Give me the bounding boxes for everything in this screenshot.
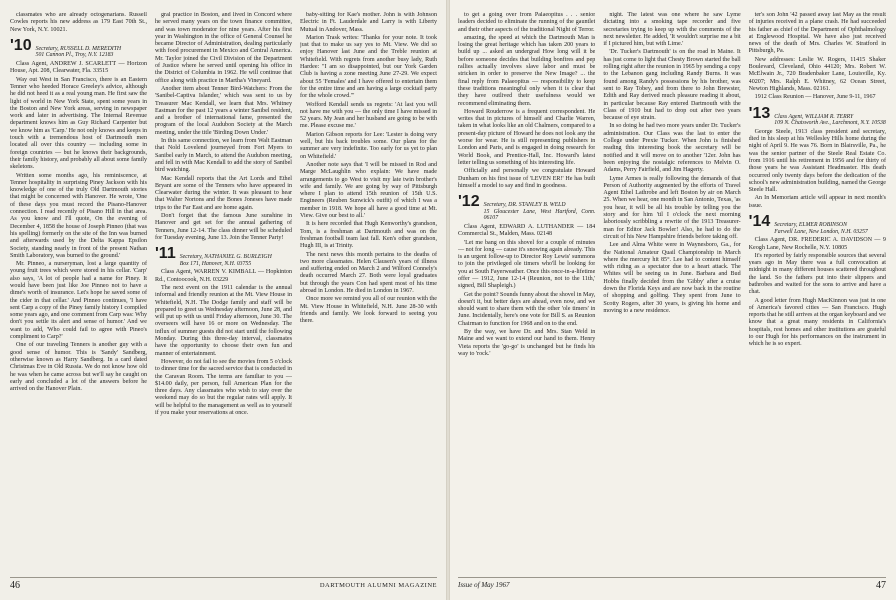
left-footer	[10, 577, 437, 592]
paragraph: 'Dr. Tucker's Dartmouth' is on the road in Maine. It has just come to light that Chesty Brown started the ball rolling right after the reunion in 1965 by sending a copy to the Lebanon gang including Randy Burns. It was found among Randy's possessions by his brother, was sent to Ray Tobey, and from there to John Brewster, Edith and Ray derived much pleasure reading it about, in particular because Ray entered Dartmouth with the Class of 1910 but had to drop out after two years because of eye strain.	[603, 49, 741, 122]
class-secretary	[774, 114, 886, 127]
class-year: '10	[10, 36, 32, 54]
paragraph: Mac Kendall reports that the Art Lords and Ethel Bryant are some of the Tenners who have appeared in Clearwater during the winter. It was pleasant to hear that Walter Nortons and the Bones Joneses have made trips to the Far East and are home again.	[155, 175, 292, 211]
paragraph: Another item about Tenner Bird-Watchers: From the 'Sanibel-Captiva Islander,' which was sent to us by Treasurer Mac Kendall, we learn that Mrs. Whitney Eastman for the past 12 years a winter Sanibel resident, and a brother of international fame, presented the program of the local Audubon Society at the March meeting, under the title 'Birding Down Under.'	[155, 85, 292, 136]
paragraph: Marion Trask writes: 'Thanks for your note. It took just that to make us say yes to Mt. View. We did so enjoy Hanover last June and the Treble reunion at Whitefield. With regrets from another busy lady, Ruth Hardee: "I am so disappointed, but our York Garden Club is having a zone meeting June 27-29. We expect about 55 'Females' and I have offered to entertain them for the entire time and am having a large cocktail party for the whole crowd."'	[300, 34, 437, 100]
paragraph: Written some months ago, his reminiscence, at Tenner hospitality in surprising Piney Jackson with his knowledge of one of the truly Old Dartmouth stories that might be concerned with Hanover. He wrote, 'One of these days you must record the Pisano-Hanover connection. I read recently of Pisano Hill in that area. As you know and I'll quote, On the evening of December 4, 1858 the house of Joseph Pinneo (that was his spelling) formerly on the site of the Inn was burned and afterwards used by the Delta Kappa Epsilon Society, standing nearly in front of the present Nathan Smith Laboratory, was burned to the ground.'	[10, 172, 147, 259]
class-secretary	[36, 46, 122, 59]
class-year: '14	[748, 213, 771, 231]
class-year: '12	[458, 193, 480, 211]
paragraph: baby-sitting for Kae's mother. John is with Johnson Electric in Ft. Lauderdale and Larry is with Liberty Mutual in Andover, Mass.	[300, 12, 437, 33]
class-year: '13	[748, 104, 771, 122]
paragraph: In this same connection, we learn from Walt Eastman that Nold Lovelend journeyed from Fort Myers to Sanibel early in March, to attend the Audubon meeting, and fell in with Mac Kendall to add the story of Sanibel bird watching.	[155, 138, 292, 174]
secretary-address: Box 171, Hanover, N.H. 03755	[179, 260, 252, 267]
paragraph: Lyme Armes is really following the demands of that Person of Authority augmented by the efforts of Travel Agent Ethel Lathrobe and left Boston by air on March 25. When we hear, one month in San Antonio, Texas, 'as you hear, it will be all his trouble by telling you the story and for him 'til I o'clock the next morning laboriously scribbling a rewrite of the 1913 Treasurer-man for Editor Jack Bowler! Also, he had to do the circuit of his New Hampshire friends before taking off.	[603, 175, 741, 240]
secretary-name: Secretary, RUSSELL D. MEREDITH	[35, 45, 122, 52]
paragraph: New addresses: Leslie W. Rogers, 11415 Shaker Boulevard, Cleveland, Ohio 44120; Mrs. Robert W. McElwain Jr., 720 Bradenbaker Lane, Louisville, Ky. 40207; Mrs. Ralph E. Whitney, 62 Ocean Street, Newton Highlands, Mass. 02161.	[748, 56, 886, 92]
secretary-address: 501 Cannon Pl., Troy, N.Y. 12183	[35, 52, 114, 59]
paragraph: It's reported by fairly responsible sources that several years ago in May there was a full convocation at midnight in many different houses scattered throughout the land. So the fathers put into their slippers and bathrobes and waited for the sons to arrive and have a chat.	[748, 252, 886, 296]
paragraph: night. The latest was one where he saw Lyme dictating into a smoking tape recorder and five secretaries trying to keep up with the comments of the next newsletter. He added, 'It wouldn't surprise me a bit if I pictured him, but with Lime.'	[603, 12, 741, 48]
paragraph: 'Let me bang on this shovel for a couple of minutes — not for long — cause it's snowing again already. This is an urgent follow-up to Director Roy Lewis' summons to join the privileged ole timers who'll be looking for you at South Fayerweather. Once this once-in-a-lifetime offer — 1912, June 12-14 (Reunion, not to the 11th,' signed, Bill Shapleigh.)	[458, 239, 596, 290]
paragraph: Class Agent, ANDREW J. SCARLETT — Horizon House, Apt. 208, Clearwater, Fla. 33515	[10, 61, 147, 75]
paragraph: to get a going over from Palaeopitus . . . senior leaders decided to eliminate the running of the gauntlet and their other aspects of the traditional Night of Terror.	[458, 12, 596, 33]
right-page	[448, 0, 896, 600]
paragraph: It is here recorded that Hugh Kenworthy's grandson, Tom, is a freshman at Dartmouth and was on the freshman football team last fall. Ken's other grandson, Hugh III, is at Trinity.	[300, 221, 437, 250]
paragraph: Lee and Alma White were in Waynesboro, Ga., for the National Amateur Quail Championship in March where the mercury hit 85°. Lee had to content himself with riding as a spectator due to a heart attack. The Whites will be seeing us in June. Barbara and Bud Hobbs finally decided from the 'Gibby' after a cruise down the Florida Keys and are now back in the routine of shopping and golfing. They spent from June to Scotty Rogers, after 30 years, is giving his home and moving to a new residence.	[603, 242, 741, 314]
paragraph: An In Memoriam article will appear in next month's issue.	[748, 195, 886, 209]
paragraph: ter's son John '42 passed away last May as the result of injuries received in a plane crash. He had succeeded his father as chief of the Department of Ophthalmology at Englewood Hospital. We have also just received news of the death of Mrs. Charles W. Stratford in Pittsburgh, Pa.	[748, 12, 886, 55]
paragraph: George Steele, 1913 class president and secretary, died in his sleep at his Wellesley Hills home during the night of April 9. He was 76. Born in Blairsville, Pa., he was the senior partner of the Steele Real Estate Co. from 1916 until his retirement in 1956 and for thirty of those years he was Assistant Headmaster. His death occurred only twenty days before the dedication of the school's new administration building, named the George Steele Hall.	[748, 128, 886, 194]
paragraph: However, do not fail to see the movies from 5 o'clock to dinner time for the sacred service that is conducted in the Caravan Room. The terms are familiar to you — $14.00 daily, per person, full American Plan for the three days. Any classmates who wish to stay over the weekend may do so but the regular rates will apply. It will be helpful to the management as well as to yourself if you make your reservations at once.	[155, 358, 292, 417]
class-secretary	[484, 202, 596, 222]
paragraph: 1912 Class Reunion — Hanover, June 9-11, 1967	[754, 94, 876, 101]
class-year: '11	[155, 245, 176, 263]
right-columns	[458, 12, 886, 572]
paragraph: Way out West in San Francisco, there is an Eastern Tenner who heeded Horace Greeley's advice, although he did not heed it as a real young man. He first saw the light of world in New York State, spent some years in the Boston and New York areas, serving in newspaper work and later in advertising. The Internal Revenue department knows him as Guy Richard Carpenter but we know him as 'Carp.' He not only knows and keeps in touch with a tremendous host of Dartmouth men located all over this country — including some in foreign countries — but he knows their backgrounds, their family history, and probably all about some family skeletons.	[10, 76, 147, 171]
paragraph: classmates who are already octogenarians. Russell Cowles reports his new address as 179 East 70th St., New York, N.Y. 10021.	[10, 12, 147, 33]
secretary-name: Secretary, DR. STANLEY B. WELD	[483, 202, 566, 209]
text-column	[155, 12, 292, 572]
secretary-address: Farwell Lane, New London, N.H. 03257	[774, 228, 868, 235]
text-column	[603, 12, 740, 572]
class-heading	[458, 194, 595, 222]
class-secretary	[180, 254, 272, 267]
text-column	[749, 12, 886, 572]
paragraph: Marion Gibson reports for Lee: 'Lester is doing very well, but his back troubles some. Our plans for the summer are very indefinite. Too early for us yet to plan on Whitefield.'	[300, 131, 437, 160]
secretary-address: 15 Gloucester Lane, West Hartford, Conn. 06107	[483, 208, 596, 222]
text-column	[10, 12, 147, 572]
paragraph: gral practice in Boston, and lived in Concord where he served many years on the town finance committee, and was town moderator for nine years. After his first year in Washington in the office of General Counsel he became Director of Administration, dealing particularly with food procurement in Mexico and Central America. Mr. Taylor joined the Civil Division of the Department of Justice where he served until opening his office in the District of Columbia in 1962. He will continue that office along with practice in Martha's Vineyard.	[155, 12, 292, 84]
issue-label: Issue of May 1967	[458, 581, 510, 589]
paragraph: Officially and personally we congratulate Howard Dunham on his first issue of 'LEVEN ER!' He has built himself a model to say and find in goodness.	[458, 168, 596, 189]
paragraph: The next news this month pertains to the deaths of two more classmates. Helen Clausen's years of illness and suffering ended on March 2 and Wilford Connely's death occurred March 27. Both were loyal graduates but through the years Con had spent most of his time abroad in London. He died in London in 1967.	[300, 251, 437, 294]
right-page-number: 47	[876, 579, 886, 591]
magazine-title: DARTMOUTH ALUMNI MAGAZINE	[319, 581, 437, 589]
paragraph: Once more we remind you all of our reunion with the Mt. View House in Whitefield, N.H. June 28-30 with friends and family. We look forward to seeing you there.	[300, 296, 437, 325]
paragraph: Wofford Kendall sends us regrets: 'At last you will not have me with you — the only time I have missed in 52 years. My Jean and her husband are going to be with me. Please excuse me.'	[300, 101, 437, 130]
class-secretary	[774, 222, 868, 235]
paragraph: In so doing he had two more years under Dr. Tucker's administration. Our Class was the last to enter the College under Prexie Tucker. When John is finished reading this interesting book the secretary will be notified and it will move on to another '12er. John has been enjoying the nostalgic references to Melvin O. Adams, Perry Fairfield, and Jim Hagerty.	[603, 123, 741, 174]
paragraph: amazing, the speed at which the Dartmouth Man is losing the great heritage which has taken 200 years to build up ... asked an undergrad How long will it be before someone decides that building bonfires and pep rallies actually involves slave labor and must be stricken in order to preserve the New Image? ... the final reply from Palaeopitus — responsibility to keep these traditions meaningful only when it is clear that they have outlived their usefulness would we recommend eliminating them.	[458, 34, 596, 107]
secretary-name: Secretary, NATHANIEL G. BURLEIGH	[179, 254, 272, 261]
secretary-name: Class Agent, WILLIAM R. TERRY	[774, 113, 854, 120]
binding-gutter	[446, 0, 450, 600]
secretary-name: Secretary, ELMER ROBINSON	[774, 222, 847, 229]
paragraph: Mr. Pinneo, a nurseryman, lost a large quantity of young fruit trees which were stored in his cellar. 'Carp' also says, 'A lot of people had a name for Piney. It would have been just like Joe Pinneo not to have a dime's worth of insurance. Let's hope he saved some of the cider in that cellar.' And Pinneo continues, 'I have sent Carp a copy of the Piney family history I compiled some years ago, and one comment from Carp was: Why don't you settle its alert and sense of humor.' And we want to add, 'Who could fail to agree with Pineo's compliment to Carp?'	[10, 261, 147, 341]
paragraph: Get the point? Sounds funny about the shovel in May, doesn't it, but better days are ahead, even now, and we should want to share them with the other 'ole timers' in June. Incidentally, here's one vote for Bill S. as Reunion Chairman to function for 1968 and on to the end.	[458, 291, 596, 327]
paragraph: Class Agent, DR. FREDERIC A. DAVIDSON — 9 Keogh Lane, New Rochelle, N.Y. 10805	[748, 237, 886, 251]
left-columns	[10, 12, 437, 572]
class-heading	[749, 106, 886, 127]
paragraph: Don't forget that the famous June sunshine in Hanover and get set for the annual gathering of Tenners, June 12-14. The class dinner will be scheduled for Tuesday evening, June 13. Join the Tenner Party!	[155, 213, 292, 241]
secretary-address: 109 N. Chatsworth Ave., Larchmont, N.Y. 10538	[774, 120, 886, 127]
paragraph: Another note says that 'I will be missed in Rod and Marge McLaughlin who explain: We have made arrangements to go West to visit my late twin brother's wife and family. We are going by way of Pittsburgh where I plan to attend 15th reunion of 15th U.S. Engineers (Reuben Sunwick's outfit) of which I was a member in 1918. We hope all have a good time at Mt. View. Give our best to all.'	[300, 161, 437, 220]
text-column	[300, 12, 437, 572]
class-heading	[749, 214, 886, 235]
paragraph: Howard Rouderrow is a frequent correspondent. He writes that in pictures of himself and Charlie Warren, taken in what looks like an old Chalmers, compared to a present-day picture of Howard he does not look any the worse for wear. He is still representing publishers in London and Paris, and is engaged in doing research for World Book, and Prentice-Hall, Inc. Howard's latest letter telling us something of his interesting life.	[458, 108, 596, 166]
left-page-number: 46	[10, 579, 20, 591]
paragraph: By the way, we have Dr. and Mrs. Stan Weld in Maine and we want to extend our hand to them. Henry Vieta reports the 'go-go' is unchanged but he finds his way to 'rock.'	[458, 329, 596, 357]
paragraph: One of our traveling Tenners is another guy with a good sense of humor. This is 'Sandy' Sandberg, otherwise known as Harry Sandberg. In a card dated Christmas Eve in Old Russia. We do not know how old he was when he came across but we'll say he caught on early and concluded a lot of the answers before he arrived on the Hanover Plain.	[10, 342, 147, 393]
paragraph: A good letter from Hugh MacKinnon was just in one of America's favored cities — San Francisco. Hugh reports that he still arrives at the organ keyboard and we know that a great many residents in California's hospitals, rest homes and other institutions are grateful to our Hugh for his performances on the instrument in which he is so expert.	[748, 297, 886, 348]
text-column	[458, 12, 595, 572]
right-footer	[458, 577, 886, 592]
paragraph: Class Agent, WARREN V. KIMBALL — Hopkinton Rd., Contoocook, N.H. 03229	[155, 269, 292, 283]
class-heading	[10, 38, 147, 59]
paragraph: Class Agent, EDWARD A. LUTHANDER — 184 Commercial St., Malden, Mass. 02148	[458, 223, 596, 238]
class-heading	[155, 246, 292, 267]
paragraph: The next event on the 1911 calendar is the annual informal and friendly reunion at the Mt. View House in Whitefield, N.H. The Dodge family and staff will be prepared to greet us Wednesday afternoon, June 28, and will put up with us until Friday afternoon, June 30. The overseers will have 16 or more on Wednesday. The influx of summer guests did not start until the following Monday. During this three-day interval, classmates have the opportunity to choose their own fun and manner of entertainment.	[155, 284, 292, 357]
